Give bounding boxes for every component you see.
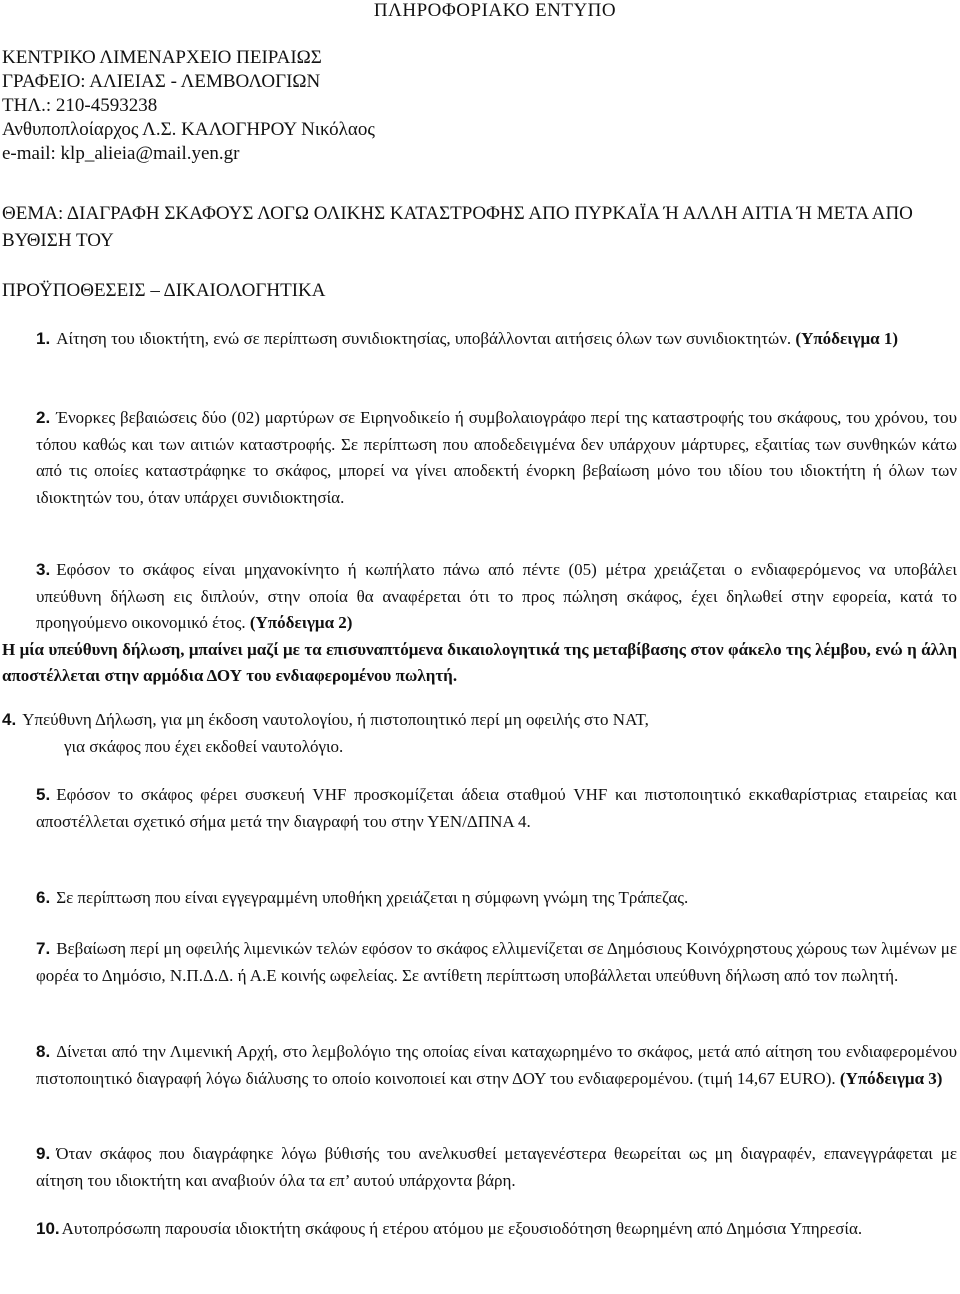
declaration-note: Η μία υπεύθυνη δήλωση, μπαίνει μαζί με τα επισυναπτόμενα δικαιολογητικά της μεταβίβασης στον φάκελο της λέμβου, ενώ η άλλη αποστέλλεται στην αρμόδια ΔΟΥ του ενδιαφερομένου πωλητή. xyxy=(2,639,957,686)
sender-block xyxy=(2,46,375,166)
template-reference: (Υπόδειγμα 2) xyxy=(249,613,353,633)
requirements-heading: ΠΡΟΫΠΟΘΕΣΕΙΣ – ΔΙΚΑΙΟΛΟΓΗΤΙΚΑ xyxy=(2,280,326,301)
item-number: 3. xyxy=(36,560,51,579)
item-number: 6. xyxy=(36,888,51,907)
officer-name: Ανθυποπλοίαρχος Λ.Σ. ΚΑΛΟΓΗΡΟΥ Νικόλαος xyxy=(2,119,375,140)
list-item xyxy=(2,405,957,511)
item-text: Υπεύθυνη Δήλωση, για μη έκδοση ναυτολογίου, ή πιστοποιητικό περί μη οφειλής στο ΝΑΤ, xyxy=(22,710,649,729)
item-number: 4. xyxy=(2,710,17,729)
item-text: Σε περίπτωση που είναι εγγεγραμμένη υποθήκη χρειάζεται η σύμφωνη γνώμη της Τράπεζας. xyxy=(56,888,689,907)
office-name: ΓΡΑΦΕΙΟ: ΑΛΙΕΙΑΣ - ΛΕΜΒΟΛΟΓΙΩΝ xyxy=(2,71,321,92)
item-text: Ένορκες βεβαιώσεις δύο (02) μαρτύρων σε Ειρηνοδικείο ή συμβολαιογράφο περί της καταστροφής του σκάφους, του χρόνου, του τόπου καθώς και των αιτιών καταστροφής. Σε περίπτωση που αποδεδειγμένα δεν υπάρχουν μάρτυρες, εξαιτίας των συνθηκών κάτω από τις οποίες καταστράφηκε το σκάφος, μπορεί να γίνει αποδεκτή ένορκη βεβαίωση μόνο του ιδίου του ιδιοκτήτη ή όλων των ιδιοκτητών του, όταν υπάρχει συνιδιοκτησία. xyxy=(36,408,957,507)
item-number: 1. xyxy=(36,329,51,348)
item-text: Βεβαίωση περί μη οφειλής λιμενικών τελών εφόσον το σκάφος ελλιμενίζεται σε Δημόσιους Κοινόχρηστους χώρους των λιμένων με φορέα το Δημόσιο, Ν.Π.Δ.Δ. ή Α.Ε κοινής ωφελείας. Σε αντίθετη περίπτωση υποβάλλεται υπεύθυνη δήλωση από τον πωλητή. xyxy=(36,939,957,985)
item-number: 10. xyxy=(36,1219,60,1238)
authority-name: ΚΕΝΤΡΙΚΟ ΛΙΜΕΝΑΡΧΕΙΟ ΠΕΙΡΑΙΩΣ xyxy=(2,47,322,68)
document-title: ΠΛΗΡΟΦΟΡΙΑΚΟ ΕΝΤΥΠΟ xyxy=(373,0,617,21)
list-item xyxy=(2,782,957,835)
list-item xyxy=(2,326,957,353)
list-item xyxy=(2,1039,957,1092)
item-number: 9. xyxy=(36,1144,51,1163)
item-text-continuation: για σκάφος που έχει εκδοθεί ναυτολόγιο. xyxy=(64,736,344,756)
list-item xyxy=(2,1141,957,1194)
item-text: Εφόσον το σκάφος είναι μηχανοκίνητο ή κωπήλατο πάνω από πέντε (05) μέτρα χρειάζεται ο ενδιαφερόμενος να υποβάλει υπεύθυνη δήλωση εις διπλούν, στην οποία θα αναφέρεται ότι το προς πώληση σκάφος, έχει δηλωθεί στην εφορεία, κατά το προηγούμενο οικονομικό έτος. xyxy=(36,560,957,633)
item-number: 8. xyxy=(36,1042,51,1061)
template-reference: (Υπόδειγμα 1) xyxy=(795,329,899,348)
list-item xyxy=(2,936,957,989)
list-item xyxy=(2,1216,957,1243)
item-text: Αίτηση του ιδιοκτήτη, ενώ σε περίπτωση συνιδιοκτησίας, υποβάλλονται αιτήσεις όλων των συνιδιοκτητών. xyxy=(56,329,796,348)
item-text: Εφόσον το σκάφος φέρει συσκευή VHF προσκομίζεται άδεια σταθμού VHF και πιστοποιητικό εκκαθαρίστριας εταιρείας και αποστέλλεται σχετικό σήμα μετά την διαγραφή του στην ΥΕΝ/ΔΠΝΑ 4. xyxy=(36,785,957,831)
template-reference: (Υπόδειγμα 3) xyxy=(839,1068,943,1088)
phone-number: ΤΗΛ.: 210-4593238 xyxy=(2,95,158,116)
item-number: 7. xyxy=(36,939,51,958)
subject-line: ΘΕΜΑ: ΔΙΑΓΡΑΦΗ ΣΚΑΦΟΥΣ ΛΟΓΩ ΟΛΙΚΗΣ ΚΑΤΑΣΤΡΟΦΗΣ ΑΠΟ ΠΥΡΚΑΪΑ Ή ΑΛΛΗ ΑΙΤΙΑ Ή ΜΕΤΑ ΑΠΟ ΒΥΘΙΣΗ ΤΟΥ xyxy=(2,203,913,251)
list-item xyxy=(2,885,957,912)
email-address: e-mail: klp_alieia@mail.yen.gr xyxy=(2,143,240,164)
list-item xyxy=(2,707,957,760)
item-text: Δίνεται από την Λιμενική Αρχή, στο λεμβολόγιο της οποίας είναι καταχωρημένο το σκάφος, μετά από αίτηση του ενδιαφερομένου πιστοποιητικό διαγραφή λόγω διάλυσης το οποίο κοινοποιεί και στην ΔΟΥ του ενδιαφερομένου. (τιμή 14,67 EURO). xyxy=(36,1042,957,1088)
item-text: Αυτοπρόσωπη παρουσία ιδιοκτήτη σκάφους ή ετέρου ατόμου με εξουσιοδότηση θεωρημένη από Δημόσια Υπηρεσία. xyxy=(61,1219,863,1238)
item-number: 2. xyxy=(36,408,51,427)
item-number: 5. xyxy=(36,785,51,804)
item-text: Όταν σκάφος που διαγράφηκε λόγω βύθισής του ανελκυσθεί μεταγενέστερα θεωρείται ως μη διαγραφέν, επανεγγράφεται με αίτηση του ιδιοκτήτη και αναβιούν όλα τα επ’ αυτού υπάρχοντα βάρη. xyxy=(36,1144,957,1190)
list-item xyxy=(2,557,957,690)
